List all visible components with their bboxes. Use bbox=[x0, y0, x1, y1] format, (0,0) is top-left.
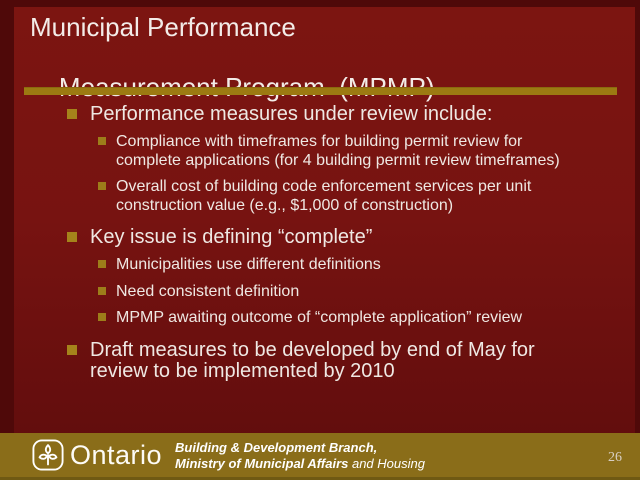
bullet-square-icon bbox=[98, 260, 106, 268]
list-item-text: Draft measures to be developed by end of May for review to be implemented by 2010 bbox=[90, 338, 535, 382]
slide-title-line1: Municipal Performance bbox=[30, 12, 296, 42]
bullet-square-icon bbox=[67, 345, 77, 355]
page-number: 26 bbox=[608, 450, 622, 465]
list-item bbox=[0, 283, 640, 302]
list-item-text: Performance measures under review include: bbox=[90, 103, 493, 125]
list-item bbox=[0, 133, 640, 170]
list-item-text: Municipalities use different definitions bbox=[116, 256, 381, 273]
list-item-text: Need consistent definition bbox=[116, 282, 300, 300]
footer-branch-text bbox=[175, 440, 425, 472]
ontario-wordmark: Ontario bbox=[70, 440, 163, 470]
bullet-square-icon bbox=[98, 137, 106, 145]
list-item bbox=[0, 340, 640, 382]
bullet-square-icon bbox=[98, 287, 106, 295]
bullet-list bbox=[0, 96, 640, 382]
bullet-square-icon bbox=[98, 182, 106, 190]
list-item bbox=[0, 227, 640, 248]
footer-branch-line2-bold: Ministry of Municipal Affairs bbox=[175, 456, 349, 471]
list-item bbox=[0, 309, 640, 328]
footer-branch-line1: Building & Development Branch, bbox=[175, 440, 378, 455]
list-item bbox=[0, 256, 640, 275]
list-item-text: Key issue is defining “complete” bbox=[90, 226, 373, 248]
list-item-text: MPMP awaiting outcome of “complete application” review bbox=[116, 309, 523, 326]
list-item bbox=[0, 104, 640, 125]
title-underline-bar bbox=[24, 87, 617, 95]
bullet-square-icon bbox=[98, 313, 106, 321]
bullet-square-icon bbox=[67, 232, 77, 242]
list-item-text: Overall cost of building code enforcement services per unit construction value (e.g., $1,000 of construction) bbox=[116, 178, 532, 214]
footer-band bbox=[0, 433, 640, 480]
list-item bbox=[0, 178, 640, 215]
ontario-trillium-logo-icon bbox=[32, 439, 64, 471]
footer-branch-line2-regular: and Housing bbox=[348, 456, 425, 471]
list-item-text: Compliance with timeframes for building permit review for complete applications (for 4 building permit review timeframes) bbox=[116, 133, 560, 169]
bullet-square-icon bbox=[67, 109, 77, 119]
